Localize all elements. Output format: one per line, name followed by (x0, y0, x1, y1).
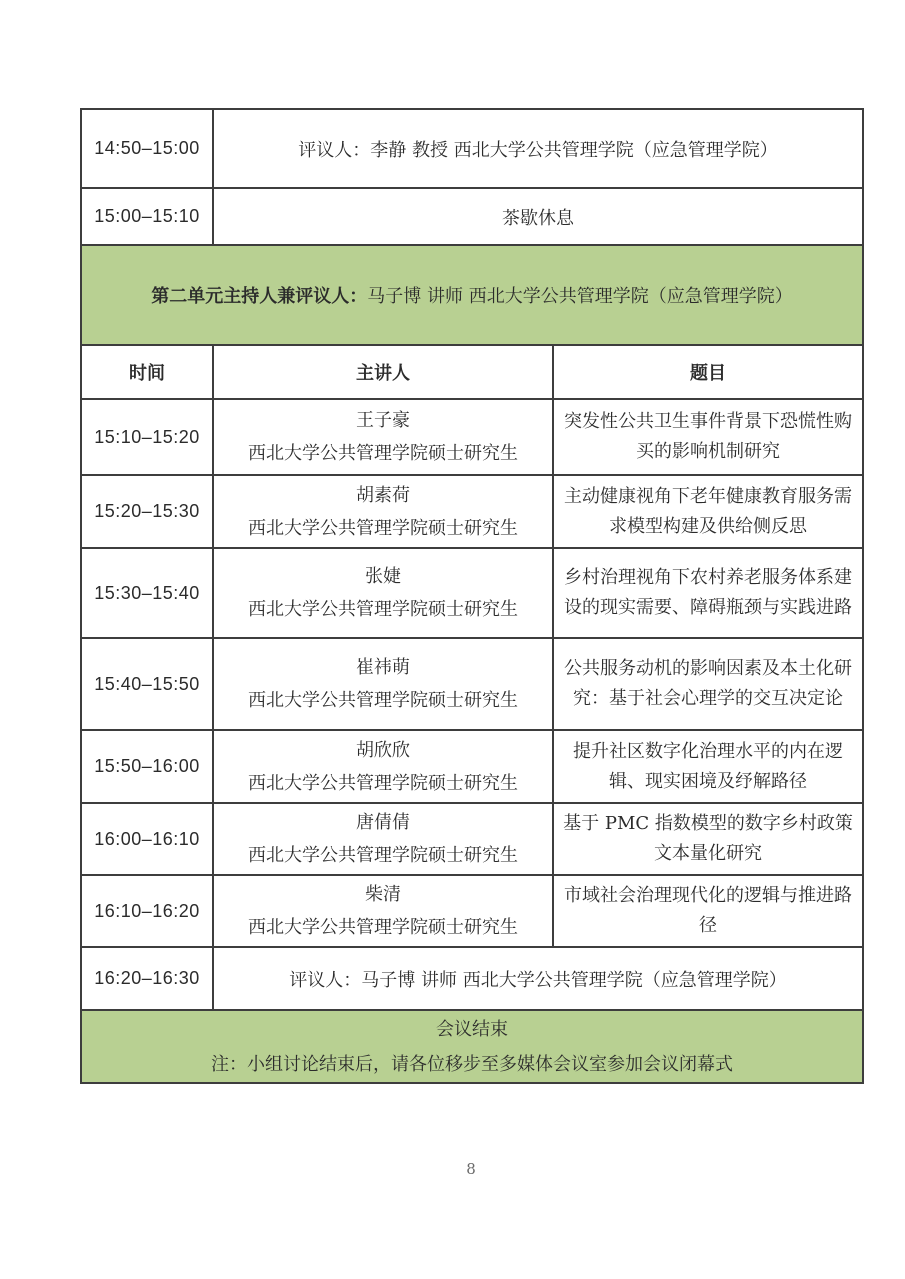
speaker-name: 柴清 (365, 884, 401, 905)
table-row-session-5 (81, 730, 863, 803)
time-cell: 16:10–16:20 (81, 875, 213, 947)
table-row-session-6 (81, 803, 863, 875)
tea-break-cell: 茶歇休息 (213, 188, 863, 245)
end-banner-note: 注：小组讨论结束后，请各位移步至多媒体会议室参加会议闭幕式 (211, 1054, 733, 1075)
topic-cell: 主动健康视角下老年健康教育服务需求模型构建及供给侧反思 (553, 475, 863, 548)
topic-cell: 基于 PMC 指数模型的数字乡村政策文本量化研究 (553, 803, 863, 875)
time-cell: 15:40–15:50 (81, 638, 213, 730)
page-number: 8 (466, 1160, 476, 1178)
time-cell: 16:00–16:10 (81, 803, 213, 875)
speaker-affiliation: 西北大学公共管理学院硕士研究生 (248, 917, 518, 938)
topic-cell: 市域社会治理现代化的逻辑与推进路径 (553, 875, 863, 947)
commentator-cell: 评议人：马子博 讲师 西北大学公共管理学院（应急管理学院） (213, 947, 863, 1010)
time-cell: 14:50–15:00 (81, 109, 213, 188)
table-row-commentator-1 (81, 109, 863, 188)
table-row-unit-banner (81, 245, 863, 345)
time-cell: 15:30–15:40 (81, 548, 213, 638)
speaker-name: 胡素荷 (356, 484, 410, 506)
speaker-name: 胡欣欣 (356, 739, 410, 761)
speaker-name: 张婕 (365, 566, 401, 587)
speaker-cell (213, 399, 553, 475)
speaker-affiliation: 西北大学公共管理学院硕士研究生 (248, 517, 518, 539)
unit-banner-cell (81, 245, 863, 345)
end-banner-title: 会议结束 (436, 1019, 508, 1040)
speaker-cell (213, 548, 553, 638)
speaker-cell (213, 475, 553, 548)
speaker-affiliation: 西北大学公共管理学院硕士研究生 (248, 772, 518, 794)
speaker-affiliation: 西北大学公共管理学院硕士研究生 (248, 599, 518, 620)
time-cell: 15:00–15:10 (81, 188, 213, 245)
table-row-session-4 (81, 638, 863, 730)
speaker-cell (213, 638, 553, 730)
table-header-row (81, 345, 863, 399)
speaker-cell (213, 875, 553, 947)
unit-banner-value: 马子博 讲师 西北大学公共管理学院（应急管理学院） (367, 286, 793, 307)
topic-cell: 提升社区数字化治理水平的内在逻辑、现实困境及纾解路径 (553, 730, 863, 803)
table-row-session-3 (81, 548, 863, 638)
time-cell: 16:20–16:30 (81, 947, 213, 1010)
time-cell: 15:20–15:30 (81, 475, 213, 548)
topic-cell: 乡村治理视角下农村养老服务体系建设的现实需要、障碍瓶颈与实践进路 (553, 548, 863, 638)
unit-banner-label: 第二单元主持人兼评议人： (151, 286, 368, 307)
topic-cell: 突发性公共卫生事件背景下恐慌性购买的影响机制研究 (553, 399, 863, 475)
table-row-tea-break (81, 188, 863, 245)
topic-cell: 公共服务动机的影响因素及本土化研究：基于社会心理学的交互决定论 (553, 638, 863, 730)
table-row-end-banner (81, 1010, 863, 1083)
column-header-time: 时间 (81, 345, 213, 399)
speaker-name: 王子豪 (356, 410, 410, 431)
end-banner-cell (81, 1010, 863, 1083)
commentator-cell: 评议人：李静 教授 西北大学公共管理学院（应急管理学院） (213, 109, 863, 188)
conference-agenda-table (80, 108, 864, 1084)
speaker-affiliation: 西北大学公共管理学院硕士研究生 (248, 845, 518, 866)
table-row-session-2 (81, 475, 863, 548)
table-row-commentator-2 (81, 947, 863, 1010)
speaker-affiliation: 西北大学公共管理学院硕士研究生 (248, 690, 518, 711)
time-cell: 15:10–15:20 (81, 399, 213, 475)
speaker-affiliation: 西北大学公共管理学院硕士研究生 (248, 443, 518, 464)
table-row-session-1 (81, 399, 863, 475)
column-header-topic: 题目 (553, 345, 863, 399)
speaker-cell (213, 730, 553, 803)
table-row-session-7 (81, 875, 863, 947)
speaker-cell (213, 803, 553, 875)
column-header-speaker: 主讲人 (213, 345, 553, 399)
speaker-name: 唐倩倩 (356, 812, 410, 833)
time-cell: 15:50–16:00 (81, 730, 213, 803)
speaker-name: 崔祎萌 (356, 657, 410, 678)
